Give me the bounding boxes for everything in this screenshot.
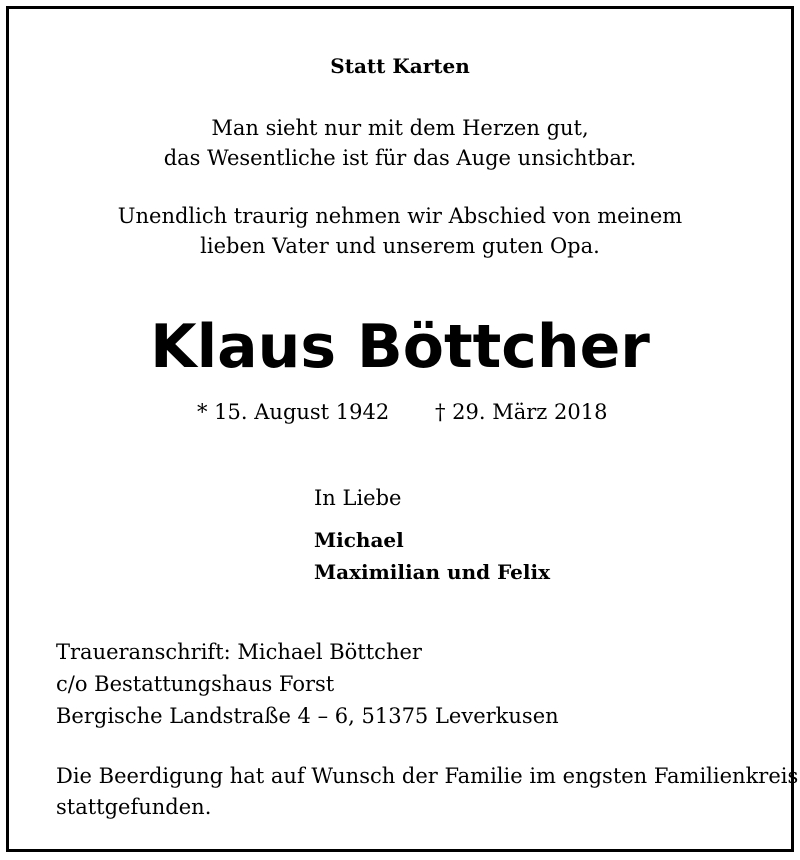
farewell-line-1: Unendlich traurig nehmen wir Abschied von meinem <box>117 204 683 228</box>
obituary-card <box>6 6 799 852</box>
mourner-name-2: Maximilian und Felix <box>314 560 551 584</box>
address-line-2: c/o Bestattungshaus Forst <box>56 672 335 696</box>
birth-date: * 15. August 1942 <box>197 400 390 424</box>
mourners-intro: In Liebe <box>314 486 402 510</box>
address-line-1: Traueranschrift: Michael Böttcher <box>56 640 422 664</box>
deceased-name: Klaus Böttcher <box>150 312 650 382</box>
death-date: † 29. März 2018 <box>435 400 608 424</box>
farewell-line-2: lieben Vater und unserem guten Opa. <box>200 234 600 258</box>
quote-line-2: das Wesentliche ist für das Auge unsichtbar. <box>163 146 637 170</box>
address-line-3: Bergische Landstraße 4 – 6, 51375 Leverkusen <box>56 704 559 728</box>
funeral-note-line-2: stattgefunden. <box>56 795 212 819</box>
mourner-name-1: Michael <box>314 528 404 552</box>
quote-line-1: Man sieht nur mit dem Herzen gut, <box>211 116 589 140</box>
funeral-note-line-1: Die Beerdigung hat auf Wunsch der Familie im engsten Familienkreis <box>56 764 799 788</box>
header-text: Statt Karten <box>330 54 470 78</box>
